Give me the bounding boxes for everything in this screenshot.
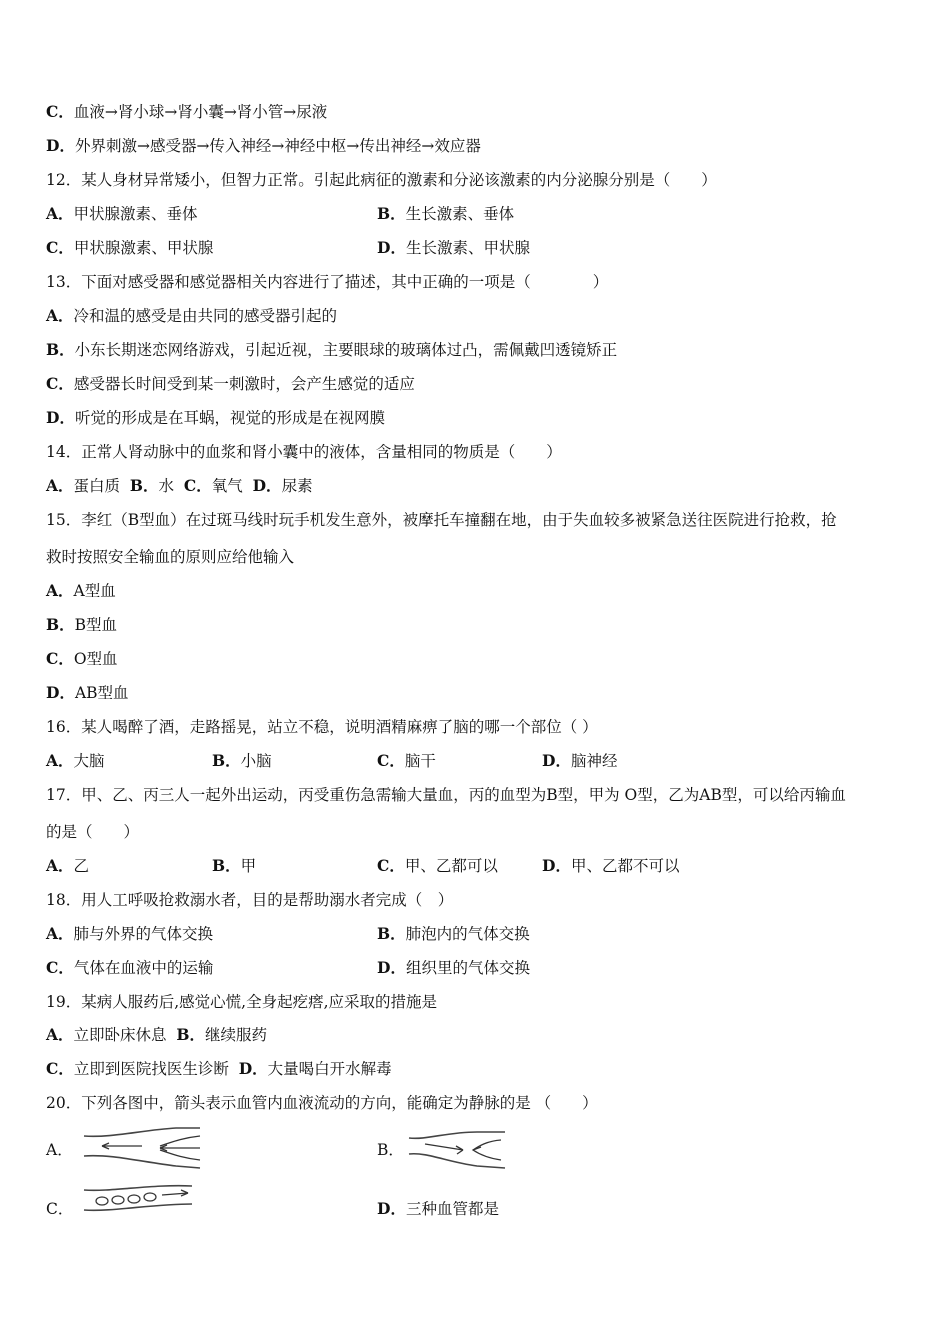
q13-option-d: D．听觉的形成是在耳蜗，视觉的形成是在视网膜 (46, 408, 385, 427)
q18-option-d: D．组织里的气体交换 (377, 958, 530, 977)
q12-option-a: A．甲状腺激素、垂体 (46, 204, 198, 223)
vessel-figure-c (82, 1182, 194, 1216)
q14-option-b-label: B． (129, 476, 159, 495)
vessel-figure-b (407, 1128, 507, 1172)
q18-option-b: B．肺泡内的气体交换 (377, 924, 530, 943)
q20-option-c-label: C． (46, 1200, 74, 1218)
q20-stem: 20．下列各图中，箭头表示血管内血液流动的方向，能确定为静脉的是 （ ） (46, 1094, 598, 1112)
q16-option-b: B．小脑 (212, 751, 272, 770)
q14-option-d-text: 尿素 (281, 477, 313, 495)
q17-option-a: A．乙 (46, 856, 90, 875)
q13-option-a: A．冷和温的感受是由共同的感受器引起的 (46, 306, 338, 325)
q17-option-c: C．甲、乙都可以 (377, 856, 498, 875)
q14-option-c-label: C． (183, 476, 212, 495)
q13-stem: 13．下面对感受器和感觉器相关内容进行了描述，其中正确的一项是（ ） (46, 273, 609, 291)
q20-option-b-label: B． (377, 1141, 404, 1159)
q17-option-d: D．甲、乙都不可以 (542, 856, 680, 875)
q14-option-b-text: 水 (158, 477, 175, 495)
q20-option-a-label: A． (46, 1141, 73, 1159)
q15-option-b: B．B型血 (46, 615, 117, 634)
q17-option-b: B．甲 (212, 856, 257, 875)
q16-option-d: D．脑神经 (542, 751, 618, 770)
q15-stem-line1: 15．李红（B型血）在过斑马线时玩手机发生意外，被摩托车撞翻在地，由于失血较多被紧急送往医院进行抢救，抢 (46, 511, 837, 529)
q12-stem: 12．某人身材异常矮小，但智力正常。引起此病征的激素和分泌该激素的内分泌腺分别是（ ） (46, 171, 717, 189)
q13-option-b: B．小东长期迷恋网络游戏，引起近视，主要眼球的玻璃体过凸，需佩戴凹透镜矫正 (46, 340, 618, 359)
q15-option-d: D．AB型血 (46, 683, 129, 702)
q16-option-a: A．大脑 (46, 751, 105, 770)
q12-option-d: D．生长激素、甲状腺 (377, 238, 530, 257)
q14-options (46, 476, 313, 496)
q15-option-c: C．O型血 (46, 649, 118, 668)
q19-options-cd: C．立即到医院找医生诊断 D．大量喝白开水解毒 (46, 1059, 392, 1078)
vessel-figure-a (82, 1126, 202, 1170)
q17-stem-line1: 17．甲、乙、丙三人一起外出运动，丙受重伤急需输大量血，丙的血型为B型，甲为 O型，乙为AB型，可以给丙输血 (46, 786, 846, 804)
q16-option-c: C．脑干 (377, 751, 436, 770)
q11-option-c: C．血液→肾小球→肾小囊→肾小管→尿液 (46, 102, 328, 121)
q14-option-c-text: 氧气 (211, 477, 243, 495)
q15-option-a: A．A型血 (46, 581, 116, 600)
q12-option-b: B．生长激素、垂体 (377, 204, 515, 223)
q14-option-d-label: D． (252, 476, 282, 495)
q19-stem: 19．某病人服药后,感觉心慌,全身起疙瘩,应采取的措施是 (46, 993, 438, 1011)
q14-stem: 14．正常人肾动脉中的血浆和肾小囊中的液体，含量相同的物质是（ ） (46, 443, 562, 461)
q16-stem: 16．某人喝醉了酒，走路摇晃，站立不稳，说明酒精麻痹了脑的哪一个部位（ ） (46, 718, 598, 736)
q15-stem-line2: 救时按照安全输血的原则应给他输入 (46, 548, 295, 566)
q14-option-a-label: A． (46, 476, 74, 495)
q17-stem-line2: 的是（ ） (46, 823, 140, 841)
q18-option-a: A．肺与外界的气体交换 (46, 924, 214, 943)
q20-option-d: D．三种血管都是 (377, 1199, 499, 1218)
q12-option-c: C．甲状腺激素、甲状腺 (46, 238, 214, 257)
q18-option-c: C．气体在血液中的运输 (46, 958, 214, 977)
q19-options-ab: A．立即卧床休息 B．继续服药 (46, 1025, 268, 1044)
q11-option-d: D．外界刺激→感受器→传入神经→神经中枢→传出神经→效应器 (46, 136, 481, 155)
q13-option-c: C．感受器长时间受到某一刺激时，会产生感觉的适应 (46, 374, 415, 393)
q14-option-a-text: 蛋白质 (73, 477, 121, 495)
q18-stem: 18．用人工呼吸抢救溺水者，目的是帮助溺水者完成（ ） (46, 891, 454, 909)
